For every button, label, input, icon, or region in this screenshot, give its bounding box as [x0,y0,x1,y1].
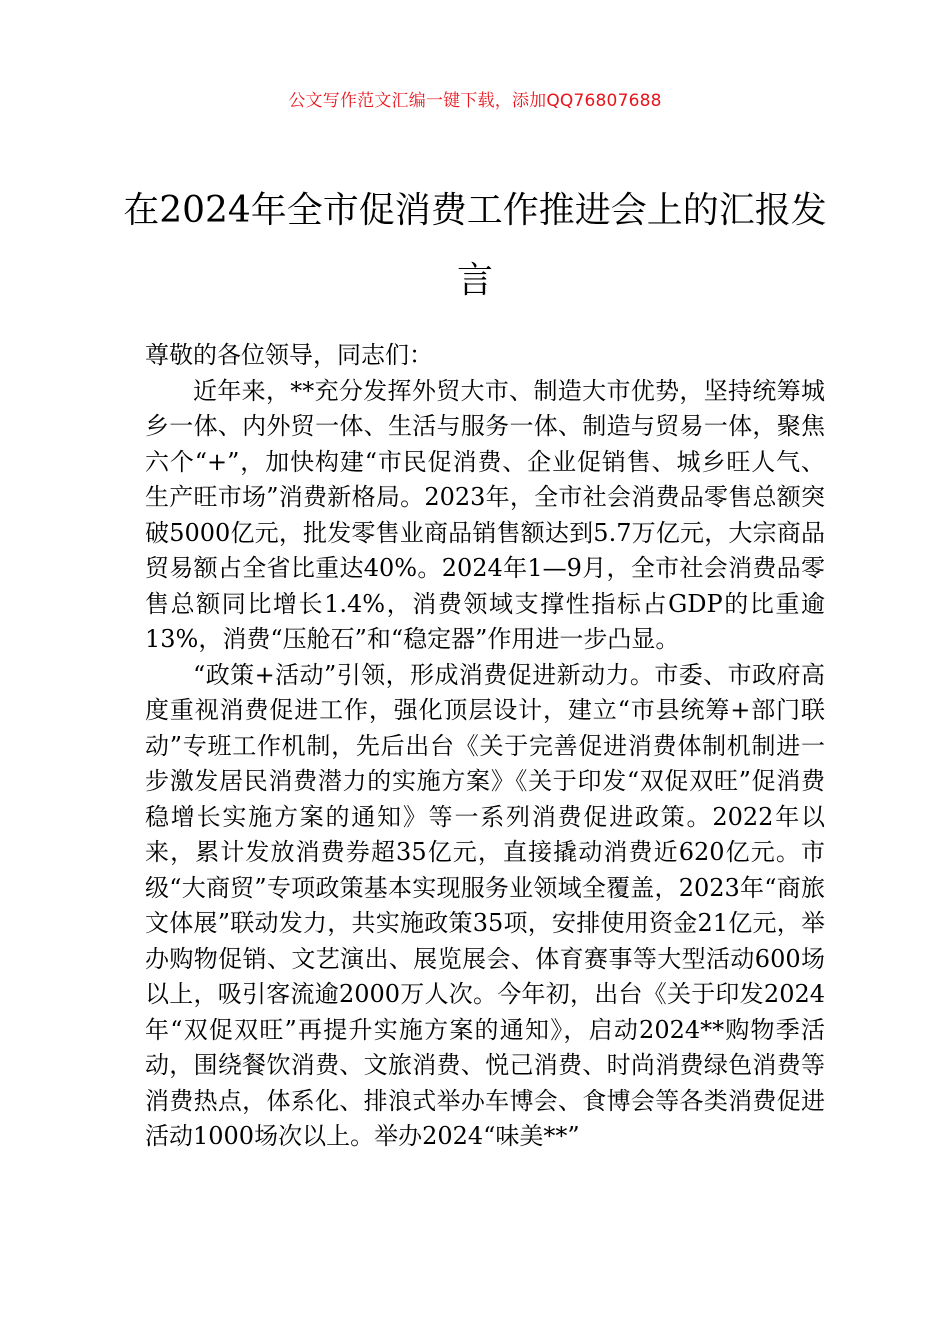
document-body [145,338,825,1155]
document-title: 在2024年全市促消费工作推进会上的汇报发言 [123,190,827,301]
download-ad-banner: 公文写作范文汇编一键下载，添加QQ76807688 [288,91,662,111]
paragraph-intro: 近年来，**充分发挥外贸大市、制造大市优势，坚持统筹城乡一体、内外贸一体、生活与服务一体、制造与贸易一体，聚焦六个“+”，加快构建“市民促消费、企业促销售、城乡旺人气、生产旺市场”消费新格局。2023年，全市社会消费品零售总额突破5000亿元，批发零售业商品销售额达到5.7万亿元，大宗商品贸易额占全省比重达40%。2024年1—9月，全市社会消费品零售总额同比增长1.4%，消费领域支撑性指标占GDP的比重逾13%，消费“压舱石”和“稳定器”作用进一步凸显。 [145,376,825,653]
salutation: 尊敬的各位领导，同志们： [145,341,433,369]
paragraph-policy-activity: “政策+活动”引领，形成消费促进新动力。市委、市政府高度重视消费促进工作，强化顶层设计，建立“市县统筹+部门联动”专班工作机制，先后出台《关于完善促进消费体制机制进一步激发居民消费潜力的实施方案》《关于印发“双促双旺”促消费稳增长实施方案的通知》等一系列消费促进政策。2022年以来，累计发放消费券超35亿元，直接撬动消费近620亿元。市级“大商贸”专项政策基本实现服务业领域全覆盖，2023年“商旅文体展”联动发力，共实施政策35项，安排使用资金21亿元，举办购物促销、文艺演出、展览展会、体育赛事等大型活动600场以上，吸引客流逾2000万人次。今年初，出台《关于印发2024年“双促双旺”再提升实施方案的通知》，启动2024**购物季活动，围绕餐饮消费、文旅消费、悦己消费、时尚消费绿色消费等消费热点，体系化、排浪式举办车博会、食博会等各类消费促进活动1000场次以上。举办2024“味美**” [145,660,825,1150]
